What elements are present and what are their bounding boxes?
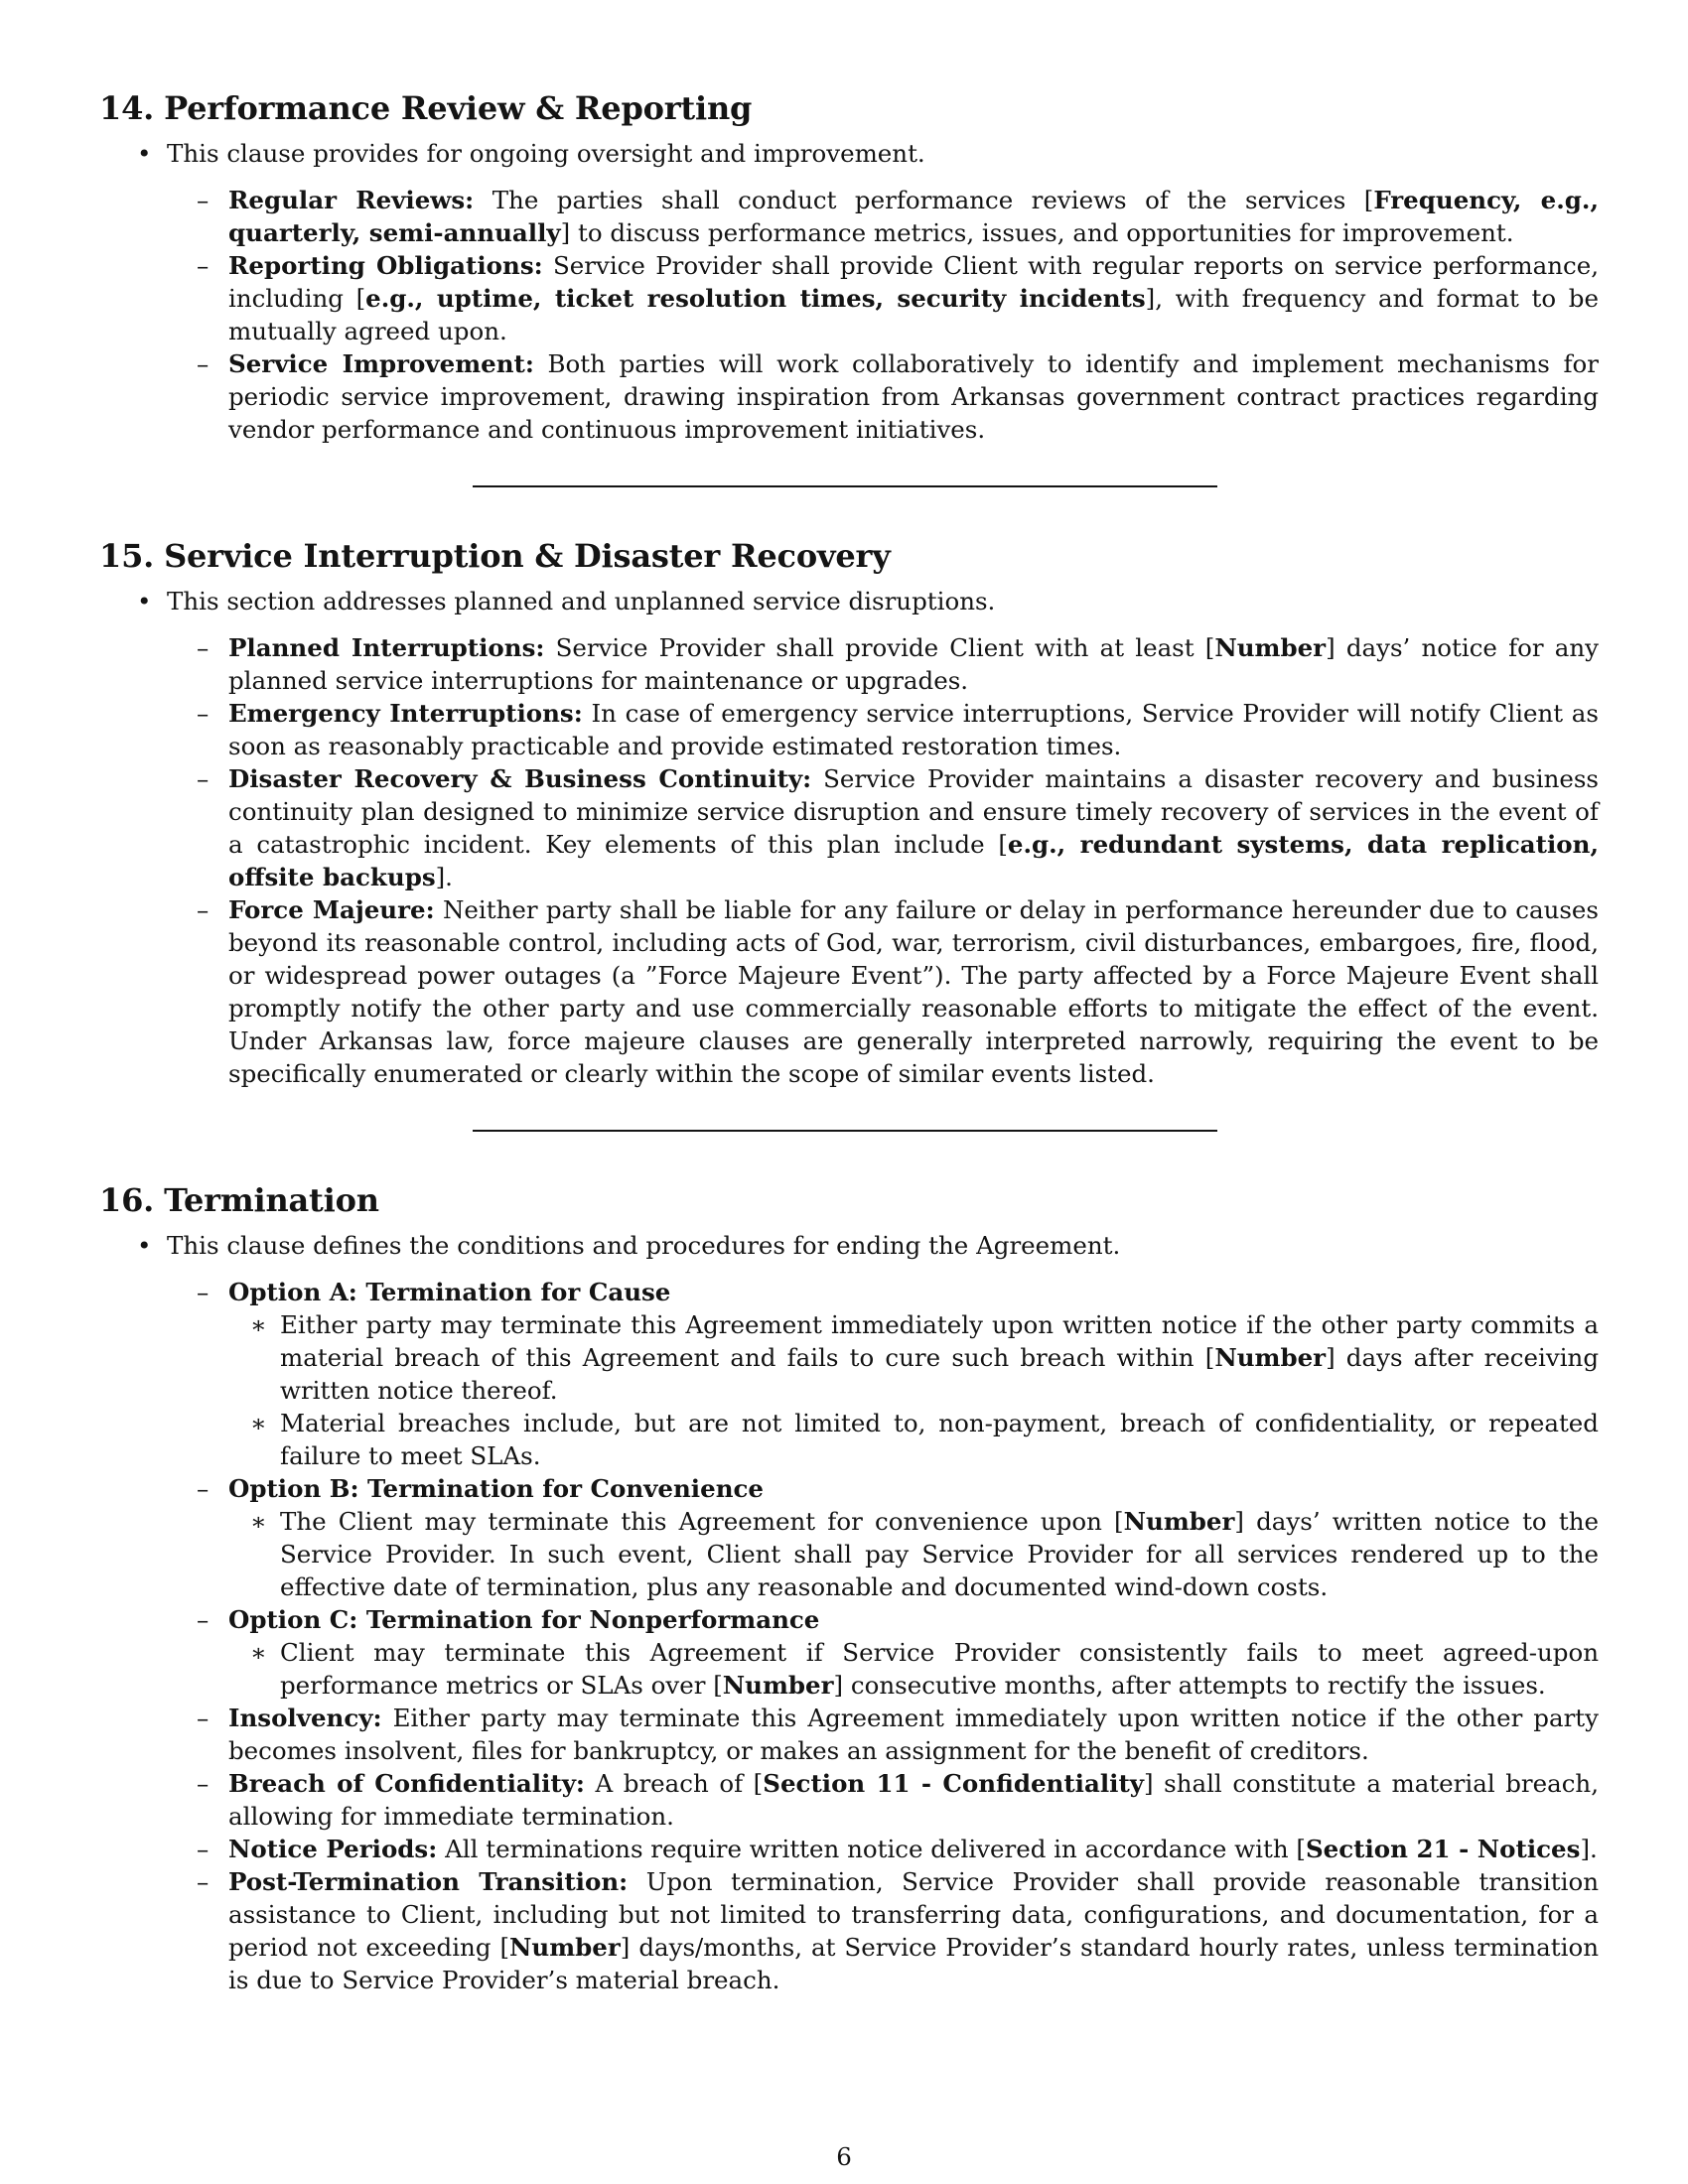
- dash-icon: –: [197, 186, 210, 214]
- section-heading: [99, 89, 1599, 127]
- clause-text: Service Provider shall provide Client with regular reports on service performance, including [: [228, 251, 1600, 313]
- dash-icon: –: [197, 251, 210, 280]
- clause-label: Disaster Recovery & Business Continuity:: [228, 764, 812, 793]
- clause-text: Client may terminate this Agreement if Service Provider consistently fails to meet agreed-upon performance metrics or SLAs over [: [280, 1638, 1599, 1700]
- clause-text: The Client may terminate this Agreement for convenience upon [: [280, 1507, 1124, 1536]
- section-number: 15.: [99, 537, 155, 575]
- bullet-icon: •: [137, 139, 152, 168]
- clause-label: Insolvency:: [228, 1704, 382, 1732]
- dash-icon: –: [197, 1704, 210, 1732]
- clause-item: [99, 697, 1599, 762]
- clause-label: Emergency Interruptions:: [228, 699, 583, 728]
- section-number: 14.: [99, 89, 155, 127]
- clause-item: [99, 1603, 1599, 1636]
- clause-item: [99, 1833, 1599, 1865]
- dash-icon: –: [197, 1474, 210, 1503]
- clause-item: [99, 631, 1599, 697]
- clause-text: ], with frequency and format to be mutually agreed upon.: [228, 284, 1599, 345]
- clause-text: Both parties will work collaboratively to identify and implement mechanisms for periodic service improvement, drawing inspiration from Arkansas government contract practices regarding vendor performance and continuous improvement initiatives.: [228, 349, 1599, 444]
- dash-icon: –: [197, 895, 210, 924]
- clause-label: Notice Periods:: [228, 1835, 438, 1863]
- clause-item: [99, 1767, 1599, 1833]
- section-heading: [99, 537, 1599, 575]
- dash-icon: –: [197, 349, 210, 378]
- clause-item: [99, 1472, 1599, 1505]
- placeholder-field: Number: [1123, 1507, 1235, 1536]
- asterisk-icon: ∗: [250, 1310, 267, 1339]
- clause-text: ] shall constitute a material breach, allowing for immediate termination.: [228, 1769, 1599, 1831]
- clause-text: The parties shall conduct performance reviews of the services [: [474, 186, 1374, 214]
- clause-label: Reporting Obligations:: [228, 251, 543, 280]
- placeholder-field: Number: [1214, 633, 1327, 662]
- clause-text: Either party may terminate this Agreement immediately upon written notice if the other party becomes insolvent, files for bankruptcy, or makes an assignment for the benefit of creditors.: [228, 1704, 1599, 1765]
- section-divider: [473, 1130, 1217, 1132]
- dash-icon: –: [197, 1867, 210, 1896]
- dash-icon: –: [197, 1769, 210, 1798]
- placeholder-field: Number: [509, 1933, 621, 1962]
- section-title: Service Interruption & Disaster Recovery: [164, 537, 891, 575]
- sub-clause-item: [99, 1505, 1599, 1603]
- clause-text: ] consecutive months, after attempts to rectify the issues.: [833, 1671, 1546, 1700]
- clause-item: [99, 184, 1599, 249]
- clause-label: Post-Termination Transition:: [228, 1867, 629, 1896]
- document-page: [99, 89, 1599, 1996]
- clause-text: ].: [1580, 1835, 1598, 1863]
- clause-label: Service Improvement:: [228, 349, 534, 378]
- clause-text: Material breaches include, but are not limited to, non-payment, breach of confidentiality, or repeated failure to meet SLAs.: [280, 1409, 1599, 1470]
- placeholder-field: e.g., redundant systems, data replication, offsite backups: [228, 830, 1599, 891]
- section-intro: [99, 1229, 1599, 1262]
- clause-label: Option B: Termination for Convenience: [228, 1474, 765, 1503]
- intro-text: This clause provides for ongoing oversight and improvement.: [167, 139, 925, 168]
- clause-label: Option A: Termination for Cause: [228, 1278, 671, 1306]
- clause-label: Force Majeure:: [228, 895, 435, 924]
- clause-text: ] days/months, at Service Provider’s standard hourly rates, unless termination is due to Service Provider’s material breach.: [228, 1933, 1599, 1994]
- asterisk-icon: ∗: [250, 1638, 267, 1667]
- page-number: 6: [836, 2142, 852, 2171]
- clause-text: Service Provider maintains a disaster recovery and business continuity plan designed to minimize service disruption and ensure timely recovery of services in the event of a catastrophic incident. Key elements of this plan include [: [228, 764, 1600, 859]
- clause-text: A breach of [: [584, 1769, 764, 1798]
- clause-text: ] days’ notice for any planned service interruptions for maintenance or upgrades.: [228, 633, 1600, 695]
- asterisk-icon: ∗: [250, 1507, 267, 1536]
- section-intro: [99, 585, 1599, 617]
- placeholder-field: Section 11 - Confidentiality: [763, 1769, 1145, 1798]
- clause-label: Option C: Termination for Nonperformance: [228, 1605, 820, 1634]
- asterisk-icon: ∗: [250, 1409, 267, 1437]
- section-title: Performance Review & Reporting: [164, 89, 753, 127]
- clause-list: [99, 1276, 1599, 1996]
- clause-item: [99, 762, 1599, 893]
- dash-icon: –: [197, 1835, 210, 1863]
- clause-text: Neither party shall be liable for any failure or delay in performance hereunder due to causes beyond its reasonable control, including acts of God, war, terrorism, civil disturbances, embargoes, fire, flood, or widespread power outages (a ”Force Majeure Event”). The party affected by a Force Majeure Event shall promptly notify the other party and use commercially reasonable efforts to mitigate the effect of the event. Under Arkansas law, force majeure clauses are generally interpreted narrowly, requiring the event to be specifically enumerated or clearly within the scope of similar events listed.: [228, 895, 1599, 1088]
- clause-text: ] days’ written notice to the Service Provider. In such event, Client shall pay Service Provider for all services rendered up to the effective date of termination, plus any reasonable and documented wind-down costs.: [280, 1507, 1599, 1601]
- intro-text: This section addresses planned and unplanned service disruptions.: [167, 587, 996, 615]
- clause-item: [99, 1865, 1599, 1996]
- sub-clause-item: [99, 1636, 1599, 1702]
- clause-text: Upon termination, Service Provider shall provide reasonable transition assistance to Client, including but not limited to transferring data, configurations, and documentation, for a period not exceeding [: [228, 1867, 1599, 1962]
- section-intro: [99, 137, 1599, 170]
- placeholder-field: Number: [722, 1671, 834, 1700]
- clause-text: ] days after receiving written notice thereof.: [280, 1343, 1599, 1405]
- clause-text: ] to discuss performance metrics, issues, and opportunities for improvement.: [560, 218, 1514, 247]
- clause-text: Service Provider shall provide Client with at least [: [544, 633, 1215, 662]
- clause-text: Either party may terminate this Agreement immediately upon written notice if the other party commits a material breach of this Agreement and fails to cure such breach within [: [280, 1310, 1599, 1372]
- placeholder-field: Frequency, e.g., quarterly, semi-annually: [228, 186, 1599, 247]
- bullet-icon: •: [137, 1231, 152, 1260]
- placeholder-field: Number: [1214, 1343, 1327, 1372]
- clause-text: ].: [435, 863, 453, 891]
- clause-list: [99, 184, 1599, 446]
- sub-clause-item: [99, 1308, 1599, 1407]
- placeholder-field: Section 21 - Notices: [1305, 1835, 1581, 1863]
- bullet-icon: •: [137, 587, 152, 615]
- clause-text: All terminations require written notice delivered in accordance with [: [437, 1835, 1306, 1863]
- sub-clause-item: [99, 1407, 1599, 1472]
- clause-item: [99, 347, 1599, 446]
- clause-item: [99, 1276, 1599, 1308]
- section-heading: [99, 1181, 1599, 1219]
- section-divider: [473, 485, 1217, 487]
- clause-label: Regular Reviews:: [228, 186, 475, 214]
- clause-item: [99, 893, 1599, 1090]
- dash-icon: –: [197, 1605, 210, 1634]
- clause-item: [99, 1702, 1599, 1767]
- section-number: 16.: [99, 1181, 155, 1219]
- dash-icon: –: [197, 1278, 210, 1306]
- clause-list: [99, 631, 1599, 1090]
- dash-icon: –: [197, 699, 210, 728]
- intro-text: This clause defines the conditions and procedures for ending the Agreement.: [167, 1231, 1121, 1260]
- clause-label: Breach of Confidentiality:: [228, 1769, 585, 1798]
- dash-icon: –: [197, 764, 210, 793]
- dash-icon: –: [197, 633, 210, 662]
- clause-text: In case of emergency service interruptions, Service Provider will notify Client as soon as reasonably practicable and provide estimated restoration times.: [228, 699, 1599, 760]
- section-title: Termination: [164, 1181, 379, 1219]
- clause-item: [99, 249, 1599, 347]
- placeholder-field: e.g., uptime, ticket resolution times, security incidents: [365, 284, 1146, 313]
- clause-label: Planned Interruptions:: [228, 633, 545, 662]
